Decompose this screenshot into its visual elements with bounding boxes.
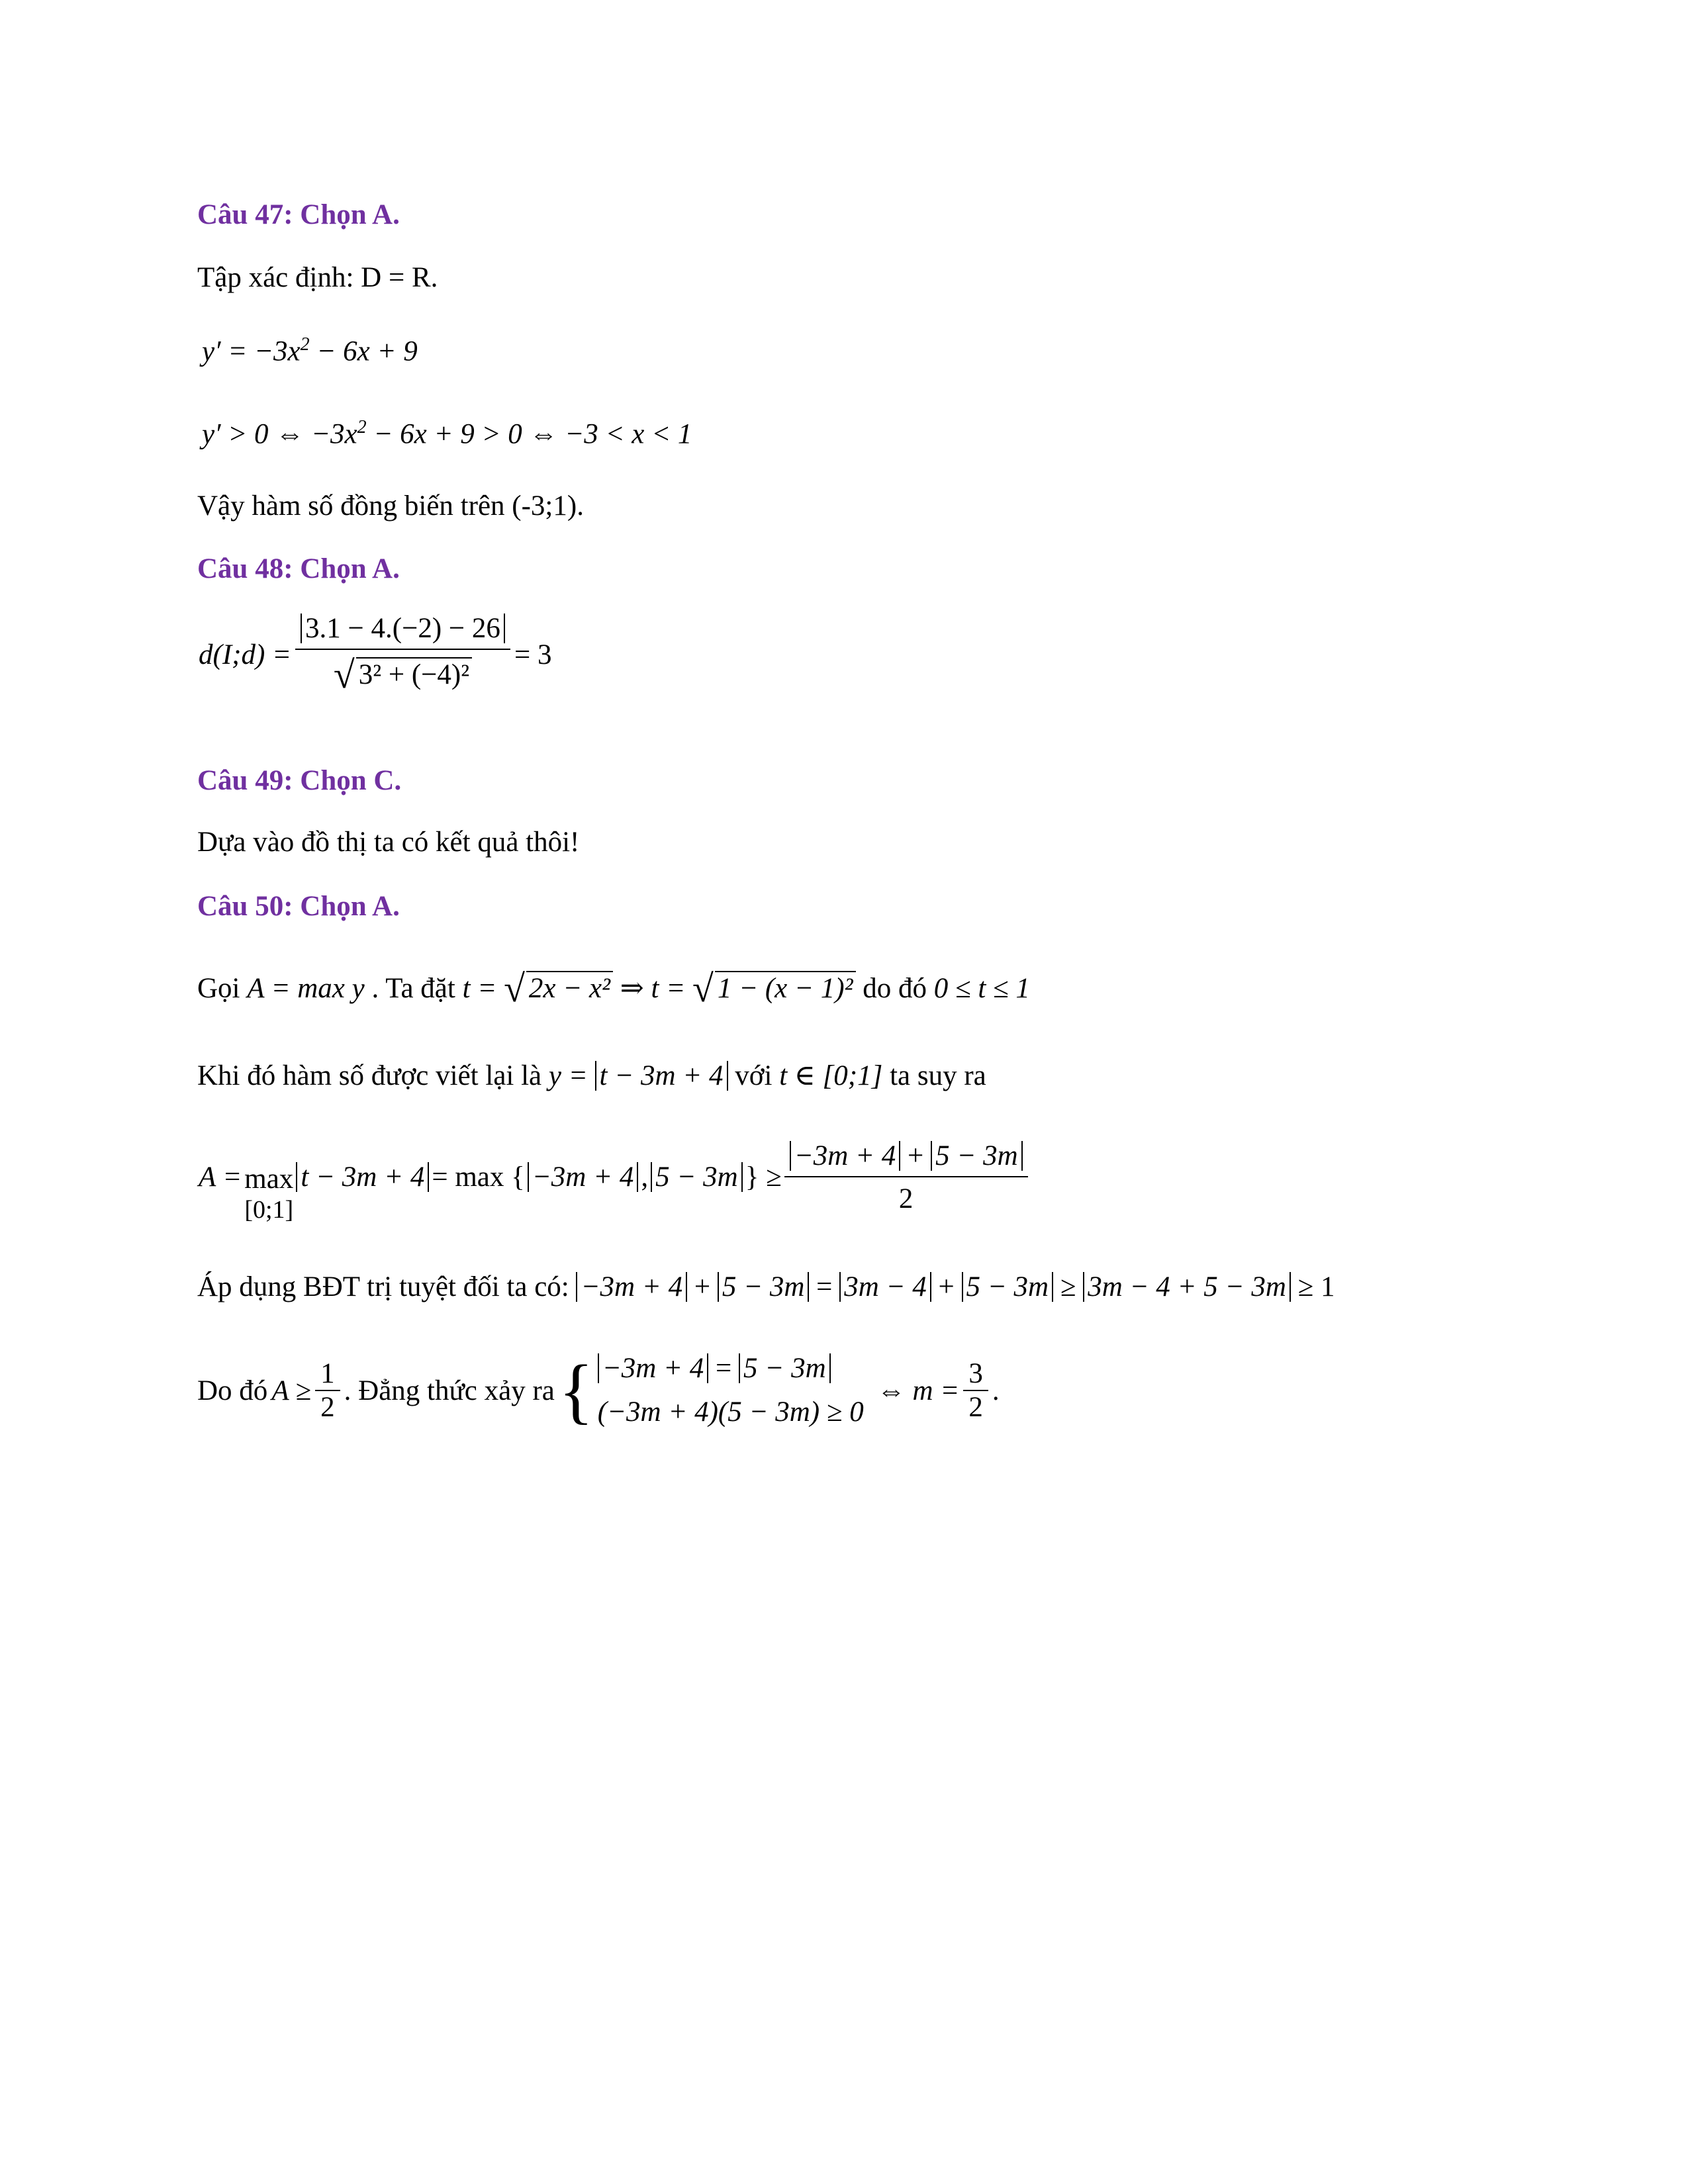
q50-l5-system bbox=[598, 1347, 864, 1434]
q49-heading: Câu 49: Chọn C. bbox=[197, 765, 402, 796]
q50-line1 bbox=[197, 966, 1030, 1011]
sqrt-icon: √ bbox=[504, 967, 525, 1010]
q47-domain: Tập xác định: D = R. bbox=[197, 262, 438, 293]
q50-l2-a: Khi đó hàm số được viết lại là bbox=[197, 1060, 549, 1091]
q50-l1-a: Gọi bbox=[197, 973, 248, 1004]
q47-deriv-rhs: − 6x + 9 bbox=[309, 336, 418, 367]
q47-ineq-b: − 6x + 9 > 0 ⇔ −3 < x < 1 bbox=[366, 418, 692, 450]
q50-l1-e: 0 ≤ t ≤ 1 bbox=[933, 973, 1030, 1004]
q50-l4-d: 5 − 3m bbox=[962, 1272, 1054, 1302]
q49-text: Dựa vào đồ thị ta có kết quả thôi! bbox=[197, 827, 580, 858]
q50-l5-frac2 bbox=[963, 1357, 988, 1424]
q50-l4-plus1: + bbox=[687, 1271, 718, 1302]
q50-l4-text: Áp dụng BĐT trị tuyệt đối ta có: bbox=[197, 1271, 577, 1302]
q50-l3-comma: , bbox=[641, 1161, 649, 1193]
q48-denominator: 3² + (−4)² bbox=[356, 657, 472, 691]
q50-l5-frac1 bbox=[315, 1357, 340, 1424]
q50-l4-ge: ≥ bbox=[1053, 1271, 1084, 1302]
q47-deriv-lhs: y′ = −3x bbox=[202, 336, 301, 367]
q48-fraction bbox=[295, 612, 510, 697]
q50-l3-abs: t − 3m + 4 bbox=[296, 1162, 429, 1192]
q47-heading: Câu 47: Chọn A. bbox=[197, 199, 400, 230]
q50-l2-d: t ∈ [0;1] bbox=[779, 1060, 883, 1091]
q50-l5-d2: 2 bbox=[968, 1392, 983, 1423]
q50-l4-eq: = bbox=[809, 1271, 840, 1302]
q50-l2-c: với bbox=[727, 1060, 780, 1091]
q50-l3-sub: [0;1] bbox=[244, 1196, 294, 1224]
q50-l5-s1b: 5 − 3m bbox=[739, 1353, 831, 1383]
q50-l1-t: t = bbox=[462, 973, 504, 1004]
q50-l1-rad1: 2x − x² bbox=[526, 971, 613, 1005]
q50-line2 bbox=[197, 1059, 986, 1092]
q50-l3-b: = max { bbox=[432, 1161, 525, 1193]
q50-l3-num-b: 5 − 3m bbox=[931, 1141, 1023, 1171]
q50-l5-b: A ≥ bbox=[271, 1375, 312, 1406]
q48-numerator: 3.1 − 4.(−2) − 26 bbox=[301, 614, 505, 643]
sqrt-icon: √ bbox=[692, 967, 714, 1010]
q50-l1-b: A = max y bbox=[247, 973, 365, 1004]
q50-l3-num-a: −3m + 4 bbox=[790, 1141, 901, 1171]
q50-l5-n1: 1 bbox=[315, 1357, 340, 1391]
q50-l5-n2: 3 bbox=[963, 1357, 988, 1391]
q50-l1-rad2: 1 − (x − 1)² bbox=[715, 971, 856, 1005]
q47-inequality: y′ > 0 ⇔ $-3x^2 - 6x + 9 > 0$ ⇔ −3 < x < 1 bbox=[202, 417, 692, 450]
q50-l5-iff: ⇔ m = bbox=[876, 1375, 960, 1406]
q50-l5-a: Do đó bbox=[197, 1375, 268, 1406]
q50-l3-a: A = bbox=[199, 1161, 242, 1193]
q48-formula bbox=[199, 612, 551, 697]
q50-l5-end: . bbox=[992, 1375, 1000, 1406]
q50-l3-fraction bbox=[784, 1140, 1028, 1215]
q50-l1-c: . Ta đặt bbox=[364, 973, 463, 1004]
q47-ineq-a: y′ > 0 ⇔ −3x bbox=[202, 418, 357, 450]
q50-l5-d1: 2 bbox=[320, 1392, 335, 1423]
q50-line4 bbox=[197, 1271, 1335, 1303]
q50-heading: Câu 50: Chọn A. bbox=[197, 891, 400, 922]
q48-lhs: d(I;d) = bbox=[199, 639, 292, 670]
q50-l5-s1eq: = bbox=[708, 1353, 739, 1384]
q48-heading: Câu 48: Chọn A. bbox=[197, 553, 400, 584]
q50-l2-abs: t − 3m + 4 bbox=[595, 1061, 728, 1091]
q47-conclusion: Vậy hàm số đồng biến trên (-3;1). bbox=[197, 490, 584, 522]
q50-l4-end: ≥ 1 bbox=[1290, 1271, 1335, 1302]
q50-l3-plus: + bbox=[900, 1140, 931, 1171]
q50-l3-abs1: −3m + 4 bbox=[528, 1162, 639, 1192]
q50-l2-e: ta suy ra bbox=[882, 1060, 986, 1091]
q50-l4-e: 3m − 4 + 5 − 3m bbox=[1083, 1272, 1291, 1302]
q50-l3-max-label: max bbox=[244, 1163, 294, 1195]
q50-l3-den: 2 bbox=[898, 1183, 914, 1214]
q47-derivative: $y' = -3x^2 - 6x + 9$ bbox=[202, 334, 418, 367]
q48-result: = 3 bbox=[514, 639, 552, 670]
q50-l3-abs2: 5 − 3m bbox=[651, 1162, 743, 1192]
q50-l1-d: do đó bbox=[855, 973, 934, 1004]
q50-l5-c: . Đẳng thức xảy ra bbox=[344, 1375, 555, 1406]
q50-l4-a: −3m + 4 bbox=[576, 1272, 687, 1302]
q50-l3-c: } ≥ bbox=[745, 1161, 782, 1193]
q50-l5-s2: (−3m + 4)(5 − 3m) ≥ 0 bbox=[597, 1396, 864, 1428]
q50-l1-imp: ⇒ t = bbox=[613, 973, 692, 1004]
q50-l4-plus2: + bbox=[931, 1271, 962, 1302]
sqrt-icon: √ bbox=[333, 653, 355, 696]
q50-l3-max bbox=[244, 1165, 293, 1222]
q50-l4-b: 5 − 3m bbox=[718, 1272, 810, 1302]
q50-l2-b: y = bbox=[548, 1060, 595, 1091]
q50-line3 bbox=[199, 1132, 1028, 1222]
q50-l4-c: 3m − 4 bbox=[839, 1272, 931, 1302]
q50-l5-s1a: −3m + 4 bbox=[598, 1353, 709, 1383]
brace-icon: { bbox=[558, 1350, 594, 1431]
q50-line5 bbox=[197, 1347, 1000, 1434]
